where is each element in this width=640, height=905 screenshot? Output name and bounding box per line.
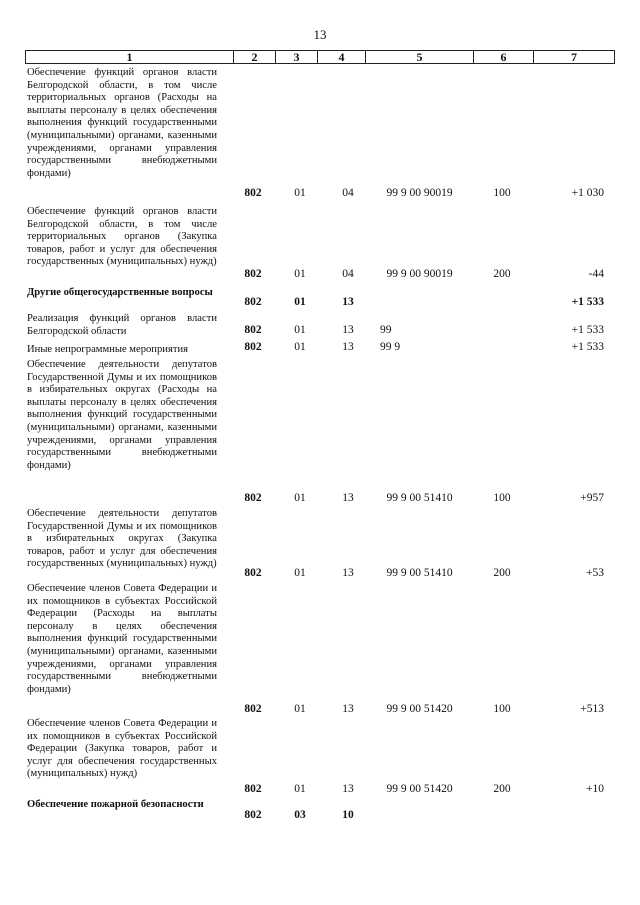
row-7-col3: 01 [294, 703, 306, 715]
row-5-name: Обеспечение деятельности депутатов Государственной Думы и их помощников в избирательных округах (Расходы на выплаты персоналу в целях обеспечения выполнения функций государственными (муниципальными) органами, казенными учреждениями, органами управления государственными внебюджетными фондами) [27, 359, 217, 471]
row-7-name: Обеспечение членов Совета Федерации и их помощников в субъектах Российской Федерации (Расходы на выплаты персоналу в целях обеспечения выполнения функций государственными (муниципальными) органами, казенными учреждениями, органами управления государственными внебюджетными фондами) [27, 583, 217, 695]
row-3-col5: 99 [380, 324, 392, 336]
row-0-col7: +1 030 [571, 187, 604, 199]
row-1-name: Обеспечение функций органов власти Белгородской области, в том числе территориальных органов (Закупка товаров, работ и услуг для обеспечения государственных (муниципальных) нужд) [27, 206, 217, 268]
row-4-col7: +1 533 [571, 341, 604, 353]
row-1-col5: 99 9 00 90019 [386, 268, 453, 280]
row-5-col7: +957 [580, 492, 604, 504]
page-number: 13 [313, 27, 327, 42]
row-8-col7: +10 [586, 783, 604, 795]
row-7-col4: 13 [342, 703, 354, 715]
header-col-1: 1 [26, 51, 234, 63]
row-4-col5: 99 9 [380, 341, 401, 353]
row-9-col4: 10 [342, 809, 354, 821]
row-0-name: Обеспечение функций органов власти Белгородской области, в том числе территориальных органов (Расходы на выплаты персоналу в целях обеспечения выполнения функций государственными (муниципальными) органами, казенными учреждениями, органами управления государственными внебюджетными фондами) [27, 67, 217, 179]
row-8-col3: 01 [294, 783, 306, 795]
row-1-col2: 802 [244, 268, 262, 280]
row-3-col2: 802 [244, 324, 262, 336]
row-6-col6: 200 [493, 567, 511, 579]
row-3-col4: 13 [342, 324, 354, 336]
row-6-col3: 01 [294, 567, 306, 579]
row-8-name: Обеспечение членов Совета Федерации и их помощников в субъектах Российской Федерации (Закупка товаров, работ и услуг для обеспечения государственных (муниципальных) нужд) [27, 718, 217, 780]
row-8-col4: 13 [342, 783, 354, 795]
row-2-col3: 01 [294, 296, 306, 308]
row-2-name: Другие общегосударственные вопросы [27, 287, 213, 298]
row-7-col2: 802 [244, 703, 262, 715]
table-header [25, 50, 615, 64]
row-4-col3: 01 [294, 341, 306, 353]
row-1-col3: 01 [294, 268, 306, 280]
row-4-name: Иные непрограммные мероприятия [27, 344, 188, 355]
row-4-col4: 13 [342, 341, 354, 353]
row-6-name: Обеспечение деятельности депутатов Государственной Думы и их помощников в избирательных округах (Закупка товаров, работ и услуг для обеспечения государственных (муниципальных) нужд) [27, 508, 217, 570]
row-2-col7: +1 533 [571, 296, 604, 308]
row-5-col3: 01 [294, 492, 306, 504]
header-col-4: 4 [318, 51, 366, 63]
row-6-col7: +53 [586, 567, 604, 579]
row-3-col3: 01 [294, 324, 306, 336]
row-5-col4: 13 [342, 492, 354, 504]
row-0-col6: 100 [493, 187, 511, 199]
row-4-col2: 802 [244, 341, 262, 353]
row-5-col2: 802 [244, 492, 262, 504]
row-3-name: Реализация функций органов власти Белгородской области [27, 313, 217, 337]
row-0-col5: 99 9 00 90019 [386, 187, 453, 199]
row-5-col6: 100 [493, 492, 511, 504]
row-7-col5: 99 9 00 51420 [386, 703, 453, 715]
row-8-col2: 802 [244, 783, 262, 795]
row-1-col4: 04 [342, 268, 354, 280]
row-1-col6: 200 [493, 268, 511, 280]
row-3-col7: +1 533 [571, 324, 604, 336]
header-col-6: 6 [474, 51, 534, 63]
row-2-col4: 13 [342, 296, 354, 308]
row-8-col6: 200 [493, 783, 511, 795]
row-2-col2: 802 [244, 296, 262, 308]
header-col-7: 7 [571, 50, 577, 64]
header-col-2: 2 [234, 51, 276, 63]
header-col-3: 3 [276, 51, 318, 63]
row-8-col5: 99 9 00 51420 [386, 783, 453, 795]
row-9-col2: 802 [244, 809, 262, 821]
row-0-col4: 04 [342, 187, 354, 199]
row-6-col2: 802 [244, 567, 262, 579]
row-6-col4: 13 [342, 567, 354, 579]
row-9-col3: 03 [294, 809, 306, 821]
row-0-col2: 802 [244, 187, 262, 199]
row-7-col6: 100 [493, 703, 511, 715]
row-1-col7: -44 [588, 268, 604, 280]
row-0-col3: 01 [294, 187, 306, 199]
row-5-col5: 99 9 00 51410 [386, 492, 453, 504]
row-9-name: Обеспечение пожарной безопасности [27, 799, 204, 810]
row-6-col5: 99 9 00 51410 [386, 567, 453, 579]
header-col-5: 5 [366, 51, 474, 63]
row-7-col7: +513 [580, 703, 604, 715]
